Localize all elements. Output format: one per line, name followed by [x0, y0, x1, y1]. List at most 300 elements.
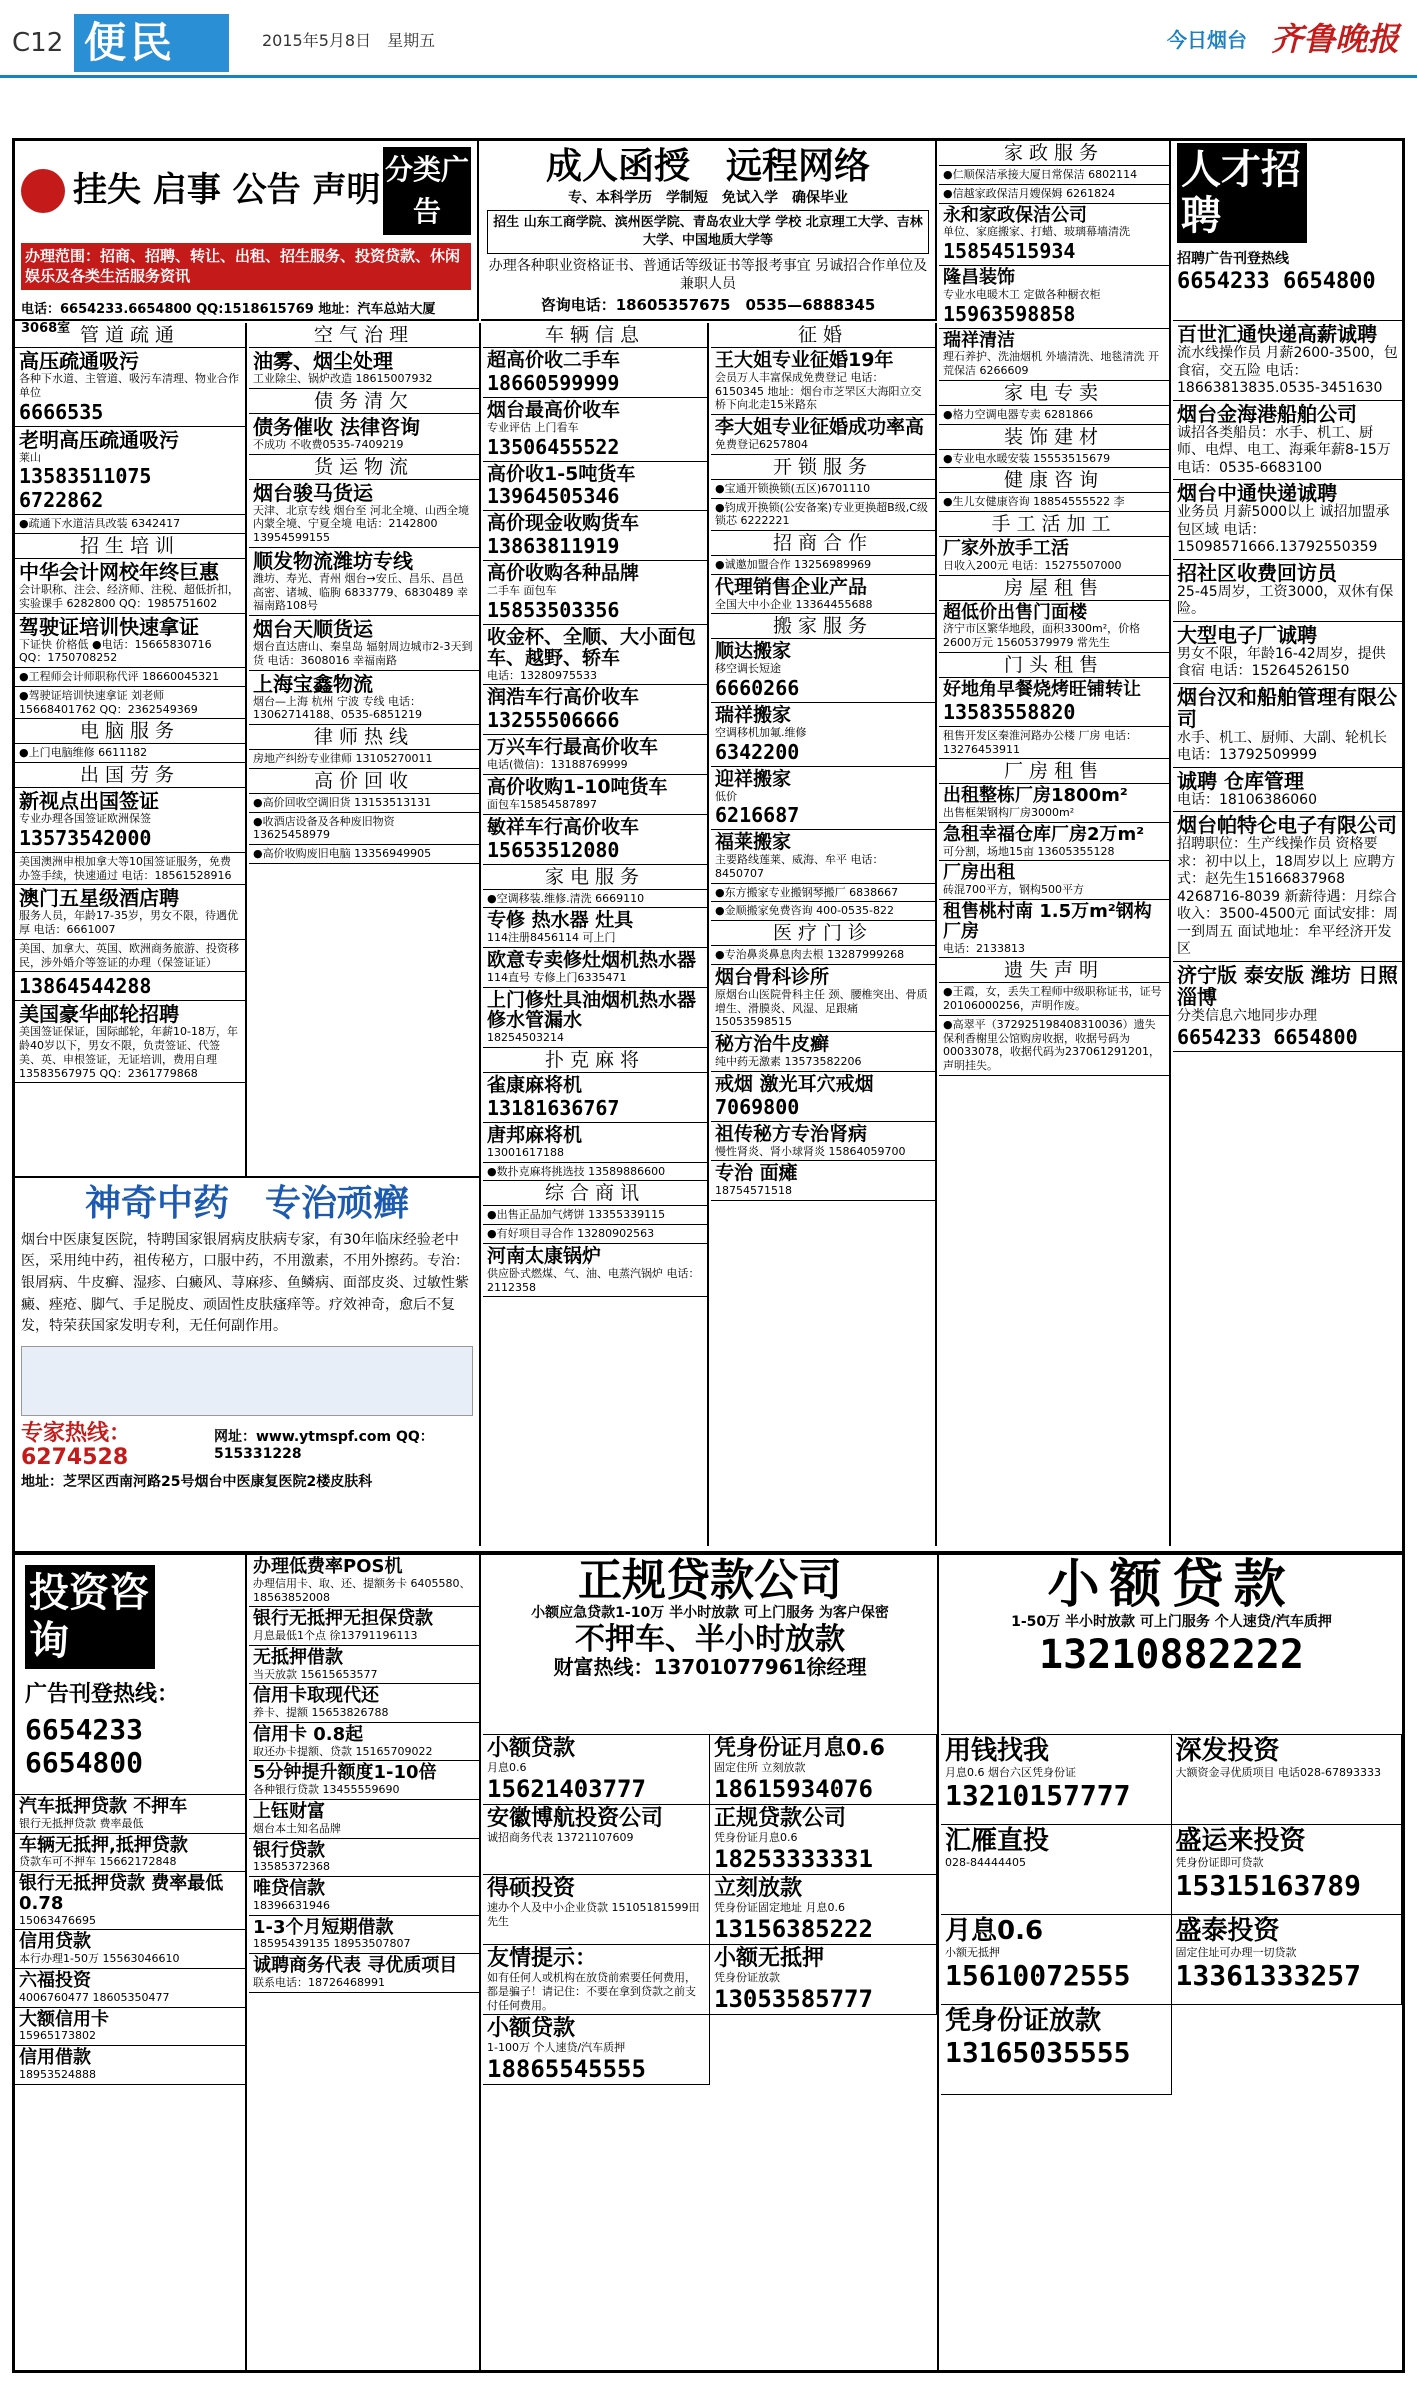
- ad-phone: 13255506666: [487, 708, 620, 733]
- main-loan-phone: 财富热线：13701077961徐经理: [553, 1654, 867, 1679]
- classified-ad: [1172, 1735, 1403, 1825]
- main-loan-ad: [483, 1555, 937, 1735]
- ad-title: 高价收购各种品牌: [487, 562, 640, 585]
- ad-text: 免费登记6257804: [715, 438, 808, 452]
- classified-ad: [941, 1915, 1172, 2005]
- loan-right-column: [941, 1555, 1402, 2370]
- ad-title: 祖传秘方专治肾病: [715, 1122, 868, 1145]
- ad-title: 老明高压疏通吸污: [19, 427, 179, 452]
- classified-ad: [249, 414, 479, 455]
- ad-text: 大额资金寻优质项目 电话028-67893333: [1175, 1765, 1381, 1779]
- ad-text: ●钧成开换锁(公安备案)专业更换超B级,C级锁芯 6222221: [715, 500, 928, 528]
- page-number: C12: [12, 28, 64, 58]
- ad-title: 高价收1-5吨货车: [487, 462, 636, 485]
- ad-text: 月息0.6 烟台六区凭身份证: [945, 1765, 1076, 1779]
- ad-title: 永和家政保洁公司: [943, 204, 1087, 226]
- ad-text: 理石养护、洗油烟机 外墙清洗、地毯清洗 开荒保洁 6266609: [943, 350, 1159, 378]
- ad-title: 润浩车行高价收车: [487, 686, 640, 709]
- classified-ad: [249, 1839, 479, 1878]
- ad-title: 5分钟提升额度1-10倍: [253, 1762, 437, 1784]
- category-heading: 招商合作: [711, 531, 935, 556]
- ad-title: 超低价出售门面楼: [943, 601, 1087, 623]
- column-3: [483, 323, 709, 1546]
- classified-ad: [249, 1723, 479, 1762]
- classified-ad: [1173, 622, 1402, 684]
- medical-web: 网址：www.ytmspf.com QQ：515331228: [213, 1428, 434, 1463]
- ad-phone: 13361333257: [1175, 1959, 1361, 1993]
- category-heading: 门头租售: [939, 653, 1169, 678]
- classified-ad: [939, 406, 1169, 425]
- ad-text: ●宝通开锁换锁(五区)6701110: [715, 481, 871, 495]
- ad-title: 烟台天顺货运: [253, 617, 373, 641]
- classified-ad: [15, 788, 245, 853]
- ad-title: 烟台中通快递诚聘: [1177, 481, 1337, 505]
- classified-ad: [939, 784, 1169, 823]
- notice-contact: 电话：6654233.6654800 QQ:1518615769 地址：汽车总站大厦3068室: [21, 302, 436, 336]
- ad-text: 114注册8456114 可上门: [487, 931, 616, 945]
- ad-text: ●生儿女健康咨询 18854555522 李: [943, 495, 1125, 509]
- ad-text: ●高价回收空调旧货 13153513131: [253, 795, 432, 809]
- classified-ad: [483, 988, 707, 1049]
- ad-title: 招社区收费回访员: [1177, 560, 1337, 585]
- ad-title: 汽车抵押贷款 不押车: [19, 1796, 188, 1817]
- ad-text: 电话：2133813: [943, 941, 1025, 955]
- ad-text: 凭身份证即可贷款: [1175, 1855, 1264, 1869]
- classified-ad: [711, 415, 935, 455]
- loan-left-column: [15, 1555, 247, 2370]
- classified-ad: [711, 480, 935, 499]
- classified-ad: [15, 940, 245, 973]
- ad-text: 18396631946: [253, 1898, 330, 1912]
- classified-ad: [711, 946, 935, 965]
- ad-text: 烟台直达唐山、秦皇岛 辐射周边城市2-3天到货 电话：3608016 幸福南路: [253, 640, 473, 667]
- ad-phone: 13583558820: [943, 699, 1076, 724]
- classified-ad: [249, 794, 479, 813]
- classified-ad: [249, 1954, 479, 1993]
- ad-text: ●格力空调电器专卖 6281866: [943, 407, 1094, 421]
- ad-title: 戒烟 激光耳穴戒烟: [715, 1072, 874, 1095]
- category-heading: 车辆信息: [483, 323, 707, 348]
- ad-text: 各种银行贷款 13455559690: [253, 1783, 400, 1797]
- ad-title: 唯贷信款: [253, 1878, 325, 1900]
- category-heading: 律师热线: [249, 725, 479, 750]
- ad-text: 月息最低1个点 徐13791196113: [253, 1629, 418, 1643]
- ad-phone: 6342200: [715, 739, 800, 764]
- ad-phone: 13053585777: [714, 1984, 873, 2013]
- ad-text: ●空调移装.维修.清洗 6669110: [487, 891, 645, 905]
- classified-ad: [939, 493, 1169, 512]
- ad-text: 美国签证保证，国际邮轮，年薪10-18万，年龄40岁以下，男女不限，负责签证、代签美、英、申根签证，无证培训，费用自理 13583567975 QQ：2361779868: [19, 1025, 238, 1080]
- ad-phone: 13165035555: [945, 2035, 1131, 2069]
- classified-ad: [249, 1555, 479, 1607]
- ad-title: 六福投资: [19, 1969, 91, 1991]
- ad-text: 1-100万 个人速贷/汽车质押: [487, 2041, 626, 2055]
- ad-text: ●高价收购废旧电脑 13356949905: [253, 847, 432, 860]
- ad-text: 二手车 面包车: [487, 584, 557, 598]
- category-heading: 医疗门诊: [711, 921, 935, 946]
- ad-title: 小额无抵押: [714, 1946, 825, 1971]
- ad-title: 顺发物流潍坊专线: [253, 548, 413, 573]
- classified-ad: [941, 1825, 1172, 1915]
- ad-text: 电话：13280975533: [487, 668, 597, 682]
- ad-text: 水手、机工、厨师、大副、轮机长 电话：13792509999: [1177, 729, 1387, 763]
- medical-ad: [15, 1176, 481, 1546]
- classified-ad: [483, 511, 707, 561]
- classified-ad: [249, 1877, 479, 1916]
- classified-badge: 分类广告: [383, 147, 471, 235]
- ad-text: 济宁市区繁华地段，面积3300m²，价格2600万元 15605379979 常先生: [943, 622, 1141, 650]
- classified-ad: [483, 1225, 707, 1244]
- classified-ad: [941, 2005, 1172, 2095]
- invest-phone: 6654233 6654800: [25, 1713, 144, 1780]
- ad-phone: 15610072555: [945, 1959, 1131, 1993]
- newspaper-emblem-icon: [21, 169, 65, 213]
- ad-title: 深发投资: [1175, 1736, 1280, 1766]
- classified-ad: [483, 1244, 707, 1297]
- ad-title: 高压疏通吸污: [19, 349, 139, 373]
- classified-ad: [249, 348, 479, 389]
- page-header: [0, 0, 1417, 78]
- ad-title: 福莱搬家: [715, 831, 792, 854]
- classified-ad: [15, 2008, 245, 2047]
- ad-title: 上门修灶具油烟机热水器修水管漏水: [487, 988, 697, 1032]
- classified-ad: [249, 1646, 479, 1685]
- ad-title: 烟台汉和船舶管理有限公司: [1177, 684, 1397, 731]
- classified-ad: [711, 348, 935, 415]
- ad-text: 养卡、提额 15653826788: [253, 1706, 389, 1720]
- ad-text: ●出售正品加气烤饼 13355339115: [487, 1208, 666, 1222]
- classified-ad: [15, 1872, 245, 1930]
- medical-photo: [21, 1346, 473, 1416]
- education-line: 办理各种职业资格证书、普通话等级证书等报考事宜 另诚招合作单位及兼职人员: [488, 258, 928, 292]
- classified-ad: [15, 1969, 245, 2008]
- ad-title: 美国豪华邮轮招聘: [19, 1002, 179, 1027]
- ad-text: 不成功 不收费0535-7409219: [253, 437, 404, 451]
- ad-phone: 15653512080: [487, 837, 620, 862]
- invest-header: [15, 1555, 245, 1795]
- medical-title: 神奇中药 专治顽癣: [84, 1183, 409, 1224]
- ad-text: 日收入200元 电话：15275507000: [943, 558, 1122, 572]
- category-heading: 遗失声明: [939, 958, 1169, 983]
- ad-title: 信用借款: [19, 2047, 91, 2069]
- ad-title: 隆昌装饰: [943, 267, 1015, 289]
- ad-phone: 18660599999: [487, 370, 620, 395]
- recruit-title: 人才招聘: [1177, 143, 1307, 243]
- ad-text: 各种下水道、主管道、吸污车清理、物业合作单位: [19, 372, 239, 399]
- ad-text: ●工程师会计师职称代评 18660045321: [19, 670, 220, 683]
- classified-ad: [15, 744, 245, 763]
- ad-text: 美国澳洲申根加拿大等10国签证服务，免费办签手续，快速通过 电话：18561528916: [19, 854, 232, 882]
- classified-ad: [711, 703, 935, 767]
- category-heading: 征婚: [711, 323, 935, 348]
- ad-phone: 15853503356: [487, 597, 620, 622]
- classified-ad: [939, 678, 1169, 727]
- ad-phone: 18615934076: [714, 1774, 873, 1803]
- ad-text: 联系电话：18726468991: [253, 1976, 385, 1990]
- category-heading: 房屋租售: [939, 576, 1169, 601]
- classified-ad: [249, 1916, 479, 1955]
- ad-title: 急租幸福仓库厂房2万m²: [943, 823, 1145, 845]
- classified-ad: [1172, 1825, 1403, 1915]
- ad-title: 秘方治牛皮癣: [715, 1033, 830, 1056]
- small-loan-phone: 13210882222: [1039, 1631, 1304, 1678]
- loan-middle-column: [483, 1555, 939, 2370]
- category-heading: 综合商讯: [483, 1181, 707, 1206]
- small-loan-ad: [941, 1555, 1402, 1735]
- notice-scope: 办理范围：招商、招聘、转让、出租、招生服务、投资贷款、休闲娱乐及各类生活服务资讯: [21, 243, 471, 290]
- medical-address: 地址：芝罘区西南河路25号烟台中医康复医院2楼皮肤科: [21, 1474, 373, 1491]
- ad-text: 专业评估 上门看车: [487, 420, 579, 434]
- ad-title: 超高价收二手车: [487, 349, 621, 371]
- ad-phone: 13583511075 6722862: [19, 464, 152, 513]
- ad-title: 高价收购1-10吨货车: [487, 776, 668, 799]
- invest-title: 投资咨询: [25, 1565, 155, 1669]
- ad-phone: 7069800: [715, 1094, 800, 1119]
- main-loan-sub: 小额应急贷款1-10万 半小时放款 可上门服务 为客户保密: [531, 1605, 889, 1622]
- classified-ad: [483, 1805, 710, 1875]
- ad-text: 电话：18106386060: [1177, 791, 1317, 808]
- ad-text: 男女不限，年龄16-42周岁，提供食宿 电话：15264526150: [1177, 645, 1386, 679]
- category-heading: 厂房租售: [939, 759, 1169, 784]
- classified-ad: [483, 1206, 707, 1225]
- ad-text: 潍坊、寿光、青州 烟台→安丘、昌乐、昌邑 高密、诸城、临朐 6833779、6830489 幸福南路108号: [253, 571, 468, 613]
- ad-title: 友情提示：: [487, 1946, 598, 1971]
- ad-text: 诚招各类船员：水手、机工、厨师、电焊、电工、海乘年薪8-15万 电话：0535-6683100: [1177, 424, 1391, 476]
- ad-text: 18595439135 18953507807: [253, 1937, 411, 1951]
- ad-text: 专业水电暖木工 定做各种橱衣柜: [943, 287, 1101, 301]
- classified-ad: [249, 845, 479, 864]
- ad-title: 济宁版 泰安版 潍坊 日照 淄博: [1177, 962, 1398, 1009]
- ad-title: 银行无抵押贷款 费率最低0.78: [19, 1873, 224, 1914]
- classified-ad: [249, 813, 479, 846]
- category-heading: 高价回收: [249, 769, 479, 794]
- classified-ad: [710, 1805, 937, 1875]
- classified-ad: [15, 1930, 245, 1969]
- ad-title: 烟台最高价收车: [487, 398, 621, 421]
- classified-ad: [711, 556, 935, 575]
- ad-text: 028-84444405: [945, 1855, 1026, 1869]
- classified-ad: [939, 900, 1169, 958]
- classified-ad: [483, 948, 707, 988]
- ad-title: 迎祥搬家: [715, 767, 792, 790]
- ad-text: ●有好项目寻合作 13280902563: [487, 1227, 655, 1241]
- ad-phone: 15854515934: [943, 239, 1076, 264]
- ad-phone: 13964505346: [487, 484, 620, 509]
- education-title: 成人函授 远程网络: [545, 146, 870, 187]
- ad-text: 业务员 月薪5000以上 诚招加盟承包区域 电话：15098571666.13792550359: [1177, 504, 1390, 555]
- classified-ad: [249, 1800, 479, 1839]
- ad-title: 上钰财富: [253, 1801, 325, 1823]
- ad-title: 信用卡 0.8起: [253, 1723, 364, 1745]
- ad-title: 厂家外放手工活: [943, 538, 1069, 560]
- classified-ad: [711, 767, 935, 831]
- category-heading: 开锁服务: [711, 455, 935, 480]
- classified-ad: [711, 1072, 935, 1122]
- ad-title: 李大姐专业征婚成功率高: [715, 416, 925, 439]
- classified-ad: [249, 1684, 479, 1723]
- classified-ad: [483, 1163, 707, 1182]
- classified-ad: [939, 166, 1169, 185]
- classified-ad: [711, 830, 935, 883]
- classified-ad: [483, 348, 707, 398]
- classified-ad: [15, 687, 245, 720]
- ad-phone: 13506455522: [487, 434, 620, 459]
- invest-subtitle: 广告刊登热线：: [25, 1682, 180, 1707]
- classified-ad: [15, 1795, 245, 1834]
- classified-ad: [15, 668, 245, 687]
- ad-text: 专业办理各国签证欧洲保签: [19, 812, 151, 825]
- ad-phone: 18865545555: [487, 2054, 646, 2083]
- ad-title: 正规贷款公司: [714, 1806, 847, 1831]
- classified-ad: [483, 735, 707, 775]
- ad-text: 13585372368: [253, 1860, 330, 1874]
- column-6: [1173, 141, 1402, 1546]
- ad-title: 瑞祥搬家: [715, 704, 792, 727]
- classified-ad: [939, 185, 1169, 204]
- ad-title: 1-3个月短期借款: [253, 1916, 394, 1938]
- classified-ad: [939, 450, 1169, 469]
- ad-text: 全国大中小企业 13364455688: [715, 597, 873, 611]
- ad-text: 砖混700平方，钢构500平方: [943, 883, 1084, 897]
- ad-phone: 6660266: [715, 676, 800, 701]
- ad-text: ●信越家政保洁月嫂保姆 6261824: [943, 186, 1116, 200]
- classified-ad: [249, 671, 479, 726]
- ad-text: 流水线操作员 月薪2600-3500，包食宿，交五险 电话：18663813835.0535-3451630: [1177, 345, 1398, 396]
- classified-page: [12, 138, 1405, 2373]
- edition-name: 今日烟台: [1167, 28, 1247, 52]
- classified-ad: [249, 1761, 479, 1800]
- ad-title: 租售桃村南 1.5万m²钢构厂房: [943, 900, 1152, 942]
- ad-title: 出租整栋厂房1800m²: [943, 785, 1128, 807]
- ad-title: 中华会计网校年终巨惠: [19, 560, 219, 584]
- classified-ad: [483, 685, 707, 735]
- ad-text: 小额无抵押: [945, 1945, 1000, 1959]
- classified-ad: [483, 1735, 710, 1805]
- ad-text: 月息0.6: [487, 1761, 527, 1775]
- category-heading: 电脑服务: [15, 719, 245, 744]
- category-heading: 空气治理: [249, 323, 479, 348]
- ad-text: 空调移机加氟.维修: [715, 725, 807, 739]
- ad-text: ●专治鼻炎鼻息肉去根 13287999268: [715, 948, 905, 962]
- small-loan-sub: 1-50万 半小时放款 可上门服务 个人速贷/汽车质押: [1011, 1614, 1332, 1631]
- classified-ad: [939, 329, 1169, 381]
- ad-title: 驾驶证培训快速拿证: [19, 614, 199, 639]
- classified-ad: [249, 548, 479, 616]
- medical-body: 烟台中医康复医院，特聘国家银屑病皮肤病专家，有30年临床经验老中医，采用纯中药，祖传秘方，口服中药，不用激素，不用外擦药。专治：银屑病、牛皮癣、湿疹、白癜风、荨麻疹、鱼鳞病、面部皮炎、过敏性紫癜、痤疮、脚气、手足脱皮、顽固性皮肤瘙痒等。疗效神奇，愈后不复发，特荣获国家发明专利，无任何副作用。: [21, 1231, 469, 1335]
- ad-text: 25-45周岁，工资3000，双休有保险。: [1177, 583, 1394, 617]
- classified-ad: [483, 1123, 707, 1163]
- ad-phone: 13156385222: [714, 1914, 873, 1943]
- classified-ad: [711, 1032, 935, 1072]
- ad-title: 大型电子厂诚聘: [1177, 622, 1317, 647]
- recruit-phone: 6654233 6654800: [1177, 268, 1376, 294]
- education-ad: [481, 141, 937, 321]
- ad-text: 服务人员，年龄17-35岁，男女不限，待遇优厚 电话：6661007: [19, 909, 238, 936]
- classified-ad: [15, 348, 245, 427]
- classified-ad: [1173, 812, 1402, 962]
- classified-ad: [15, 614, 245, 669]
- classified-ad: [483, 1073, 707, 1123]
- education-phone: 咨询电话：18605357675 0535—6888345: [540, 296, 876, 315]
- ad-title: 欧意专卖修灶烟机热水器: [487, 948, 697, 971]
- ad-text: ●诚邀加盟合作 13256989969: [715, 558, 872, 572]
- ad-text: 美国、加拿大、英国、欧洲商务旅游、投资移民，涉外婚介等签证的办理（保签证证）: [19, 941, 239, 969]
- category-heading: 家政服务: [939, 141, 1169, 166]
- ad-text: 下证快 价格低 ●电话：15665830716 QQ：1750708252: [19, 637, 212, 665]
- classified-ad: [483, 890, 707, 909]
- loan-section: [15, 1551, 1402, 2370]
- ad-text: 烟台—上海 杭州 宁波 专线 电话：13062714188、0535-6851219: [253, 694, 422, 722]
- ad-phone: 13181636767: [487, 1096, 620, 1120]
- classified-ad: [483, 1945, 710, 2015]
- ad-text: ●王霞，女，丢失工程师中级职称证书，证号20106000256，声明作废。: [943, 985, 1162, 1013]
- ad-text: 114直号 专修上门6335471: [487, 970, 627, 984]
- ad-text: 凭身份证固定地址 月息0.6: [714, 1901, 845, 1915]
- ad-title: 唐邦麻将机: [487, 1124, 583, 1146]
- ad-title: 油雾、烟尘处理: [253, 349, 393, 373]
- classified-ad: [939, 266, 1169, 329]
- ad-text: 凭身份证放款: [714, 1971, 780, 1985]
- ad-text: 取还办卡提额、贷款 15165709022: [253, 1744, 433, 1758]
- ad-text: 分类信息六地同步办理: [1177, 1007, 1317, 1024]
- classified-ad: [483, 775, 707, 815]
- classified-ad: [1172, 1915, 1403, 2005]
- classified-ad: [711, 1122, 935, 1162]
- classified-ad: [939, 823, 1169, 862]
- category-heading: 管道疏通: [15, 323, 245, 348]
- category-heading: 债务清欠: [249, 389, 479, 414]
- classified-ad: [1173, 401, 1402, 481]
- ad-title: 银行贷款: [253, 1839, 325, 1861]
- classified-ad: [710, 1945, 937, 2015]
- ad-text: 13001617188: [487, 1145, 564, 1159]
- ad-text: 银行无抵押贷款 费率最低: [19, 1816, 144, 1830]
- classified-ad: [483, 398, 707, 462]
- classified-ad: [15, 1001, 245, 1083]
- ad-text: 工业除尘、锅炉改造 18615007932: [253, 372, 433, 385]
- ad-phone: 13864544288: [19, 974, 152, 999]
- classified-ad: [15, 559, 245, 614]
- ad-phone: 15315163789: [1175, 1869, 1361, 1903]
- ad-title: 厂房出租: [943, 862, 1015, 884]
- ad-title: 立刻放款: [714, 1876, 803, 1901]
- ad-title: 月息0.6: [945, 1916, 1044, 1946]
- column-5: [939, 141, 1171, 1546]
- ad-text: 固定住址可办理一切贷款: [1175, 1945, 1297, 1959]
- classified-ad: [939, 601, 1169, 653]
- classified-ad: [941, 1735, 1172, 1825]
- ad-title: 高价现金收购货车: [487, 512, 640, 535]
- classified-ad: [483, 815, 707, 865]
- classified-ad: [249, 1607, 479, 1646]
- classified-ad: [15, 853, 245, 886]
- ad-title: 办理低费率POS机: [253, 1556, 403, 1577]
- ad-text: 租售开发区秦淮河路办公楼 厂房 电话：13276453911: [943, 728, 1137, 756]
- classified-ad: [483, 1875, 710, 1945]
- classified-ad: [249, 480, 479, 548]
- ad-text: 会员万人丰富保成免费登记 电话：6150345 地址：烟台市芝罘区大海阳立交桥下向北走15米路东: [715, 370, 922, 412]
- ad-title: 银行无抵押无担保贷款: [253, 1608, 433, 1630]
- loan-items-column: [249, 1555, 481, 2370]
- ad-text: 如有任何人或机构在放贷前索要任何费用，都是骗子！请记住：不要在拿到贷款之前支付任何费用。: [487, 1971, 696, 2012]
- classified-ad: [711, 1161, 935, 1201]
- small-loan-title: 小额贷款: [1047, 1555, 1296, 1615]
- ad-title: 专修 热水器 灶具: [487, 909, 634, 932]
- classified-ad: [15, 972, 245, 1001]
- ad-title: 信用贷款: [19, 1931, 91, 1953]
- ad-title: 车辆无抵押,抵押贷款: [19, 1834, 188, 1856]
- ad-title: 信用卡取现代还: [253, 1685, 379, 1707]
